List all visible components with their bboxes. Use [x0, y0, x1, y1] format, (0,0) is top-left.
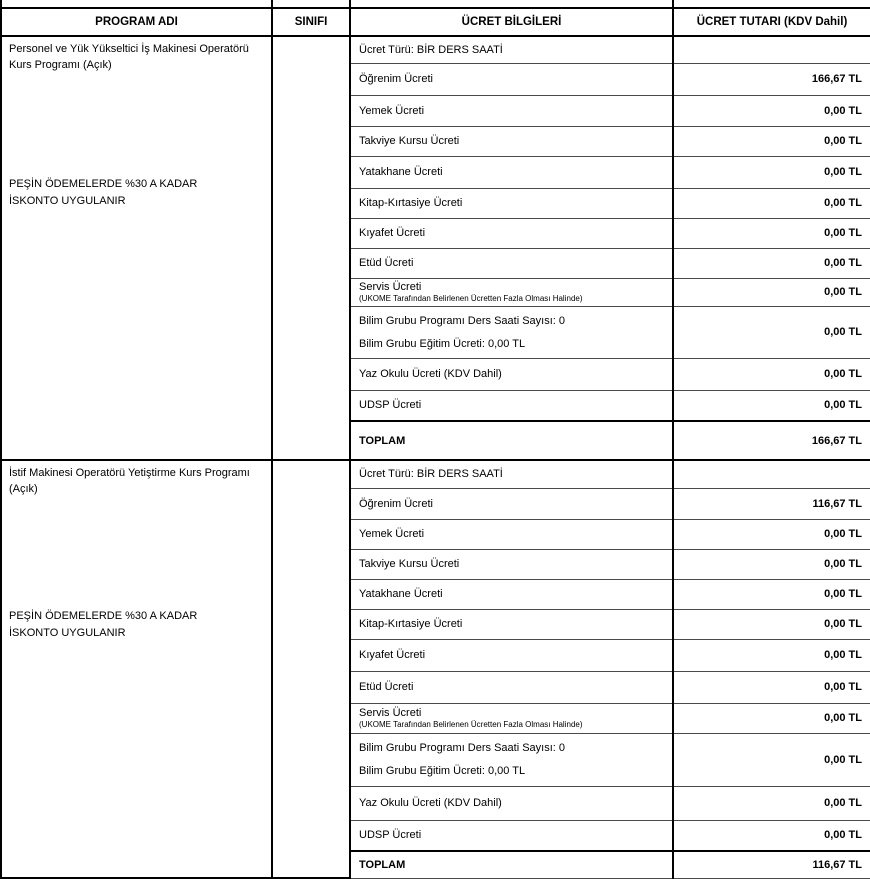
table-row: [1, 460, 870, 488]
fee-amount: 0,00 TL: [673, 519, 870, 549]
fee-amount: 0,00 TL: [673, 609, 870, 639]
toplam-label: TOPLAM: [350, 421, 673, 460]
fee-label-two-lines: [350, 306, 673, 358]
fee-amount: 116,67 TL: [673, 488, 870, 519]
program-cell: [1, 460, 272, 878]
fee-note: (UKOME Tarafından Belirlenen Ücretten Fazla Olması Halinde): [359, 719, 583, 729]
fee-label: Bilim Grubu Programı Ders Saati Sayısı: 0: [359, 314, 566, 327]
sinif-cell: [272, 460, 350, 878]
fee-amount: 0,00 TL: [673, 188, 870, 218]
fee-amount: 0,00 TL: [673, 248, 870, 278]
fee-amount: 0,00 TL: [673, 126, 870, 156]
fee-amount: 0,00 TL: [673, 358, 870, 390]
fee-amount: 0,00 TL: [673, 278, 870, 306]
fee-note: (UKOME Tarafından Belirlenen Ücretten Fazla Olması Halinde): [359, 293, 583, 303]
fee-amount: 0,00 TL: [673, 703, 870, 733]
fee-amount: 0,00 TL: [673, 733, 870, 786]
fee-amount: [673, 36, 870, 63]
fee-label: Yaz Okulu Ücreti (KDV Dahil): [350, 786, 673, 820]
fee-amount: 0,00 TL: [673, 306, 870, 358]
fee-label: Servis Ücreti: [359, 706, 422, 719]
table-header-row: [1, 8, 870, 36]
program-name: İstif Makinesi Operatörü Yetiştirme Kurs Programı (Açık): [9, 467, 250, 495]
top-partial-cell: [1, 0, 272, 8]
top-partial-cell: [673, 0, 870, 8]
fee-label: Öğrenim Ücreti: [350, 63, 673, 95]
fee-amount: 0,00 TL: [673, 639, 870, 671]
fee-amount: 0,00 TL: [673, 786, 870, 820]
column-header-ucret-tutari: ÜCRET TUTARI (KDV Dahil): [673, 8, 870, 36]
program-name: Personel ve Yük Yükseltici İş Makinesi Operatörü Kurs Programı (Açık): [9, 43, 249, 71]
fee-label-with-note: [350, 278, 673, 306]
fee-amount: 0,00 TL: [673, 671, 870, 703]
fee-label: Yemek Ücreti: [350, 95, 673, 126]
fee-amount: 0,00 TL: [673, 218, 870, 248]
top-partial-cell: [350, 0, 673, 8]
fee-label: UDSP Ücreti: [350, 820, 673, 851]
fee-label: Bilim Grubu Programı Ders Saati Sayısı: 0: [359, 742, 566, 754]
fee-label: Kıyafet Ücreti: [350, 218, 673, 248]
fee-label-line2: Bilim Grubu Eğitim Ücreti: 0,00 TL: [359, 337, 526, 350]
fee-amount: 0,00 TL: [673, 390, 870, 421]
fee-amount: 0,00 TL: [673, 95, 870, 126]
toplam-label: TOPLAM: [350, 851, 673, 878]
table-row: [1, 36, 870, 63]
fee-label: Öğrenim Ücreti: [350, 488, 673, 519]
fee-label: Yemek Ücreti: [350, 519, 673, 549]
fee-amount: 0,00 TL: [673, 820, 870, 851]
fee-label-with-note: [350, 703, 673, 733]
fee-label: Kitap-Kırtasiye Ücreti: [350, 609, 673, 639]
column-header-sinifi: SINIFI: [272, 8, 350, 36]
discount-note: PEŞİN ÖDEMELERDE %30 A KADAR İSKONTO UYGULANIR: [9, 609, 198, 639]
discount-note: PEŞİN ÖDEMELERDE %30 A KADAR İSKONTO UYGULANIR: [9, 177, 198, 207]
fee-amount: [673, 460, 870, 488]
fee-label: Kıyafet Ücreti: [350, 639, 673, 671]
fee-label: Etüd Ücreti: [350, 248, 673, 278]
fee-label: Ücret Türü: BİR DERS SAATİ: [350, 36, 673, 63]
fee-label: Servis Ücreti: [359, 280, 422, 293]
fee-label: Takviye Kursu Ücreti: [350, 126, 673, 156]
fee-label: Kitap-Kırtasiye Ücreti: [350, 188, 673, 218]
fee-label-two-lines: [350, 733, 673, 786]
fee-label: UDSP Ücreti: [350, 390, 673, 421]
fee-label: Etüd Ücreti: [350, 671, 673, 703]
fee-label-line2: Bilim Grubu Eğitim Ücreti: 0,00 TL: [359, 765, 526, 777]
fee-label: Takviye Kursu Ücreti: [350, 549, 673, 579]
fee-label: Yatakhane Ücreti: [350, 156, 673, 188]
top-partial-row: [1, 0, 870, 8]
column-header-ucret-bilgileri: ÜCRET BİLGİLERİ: [350, 8, 673, 36]
column-header-program-adi: PROGRAM ADI: [1, 8, 272, 36]
fee-label: Yatakhane Ücreti: [350, 579, 673, 609]
program-cell: [1, 36, 272, 460]
sinif-cell: [272, 36, 350, 460]
toplam-amount: 166,67 TL: [673, 421, 870, 460]
fee-amount: 0,00 TL: [673, 549, 870, 579]
toplam-amount: 116,67 TL: [673, 851, 870, 878]
fee-label: Ücret Türü: BİR DERS SAATİ: [350, 460, 673, 488]
fee-amount: 0,00 TL: [673, 579, 870, 609]
fee-amount: 166,67 TL: [673, 63, 870, 95]
fee-label: Yaz Okulu Ücreti (KDV Dahil): [350, 358, 673, 390]
fee-amount: 0,00 TL: [673, 156, 870, 188]
top-partial-cell: [272, 0, 350, 8]
